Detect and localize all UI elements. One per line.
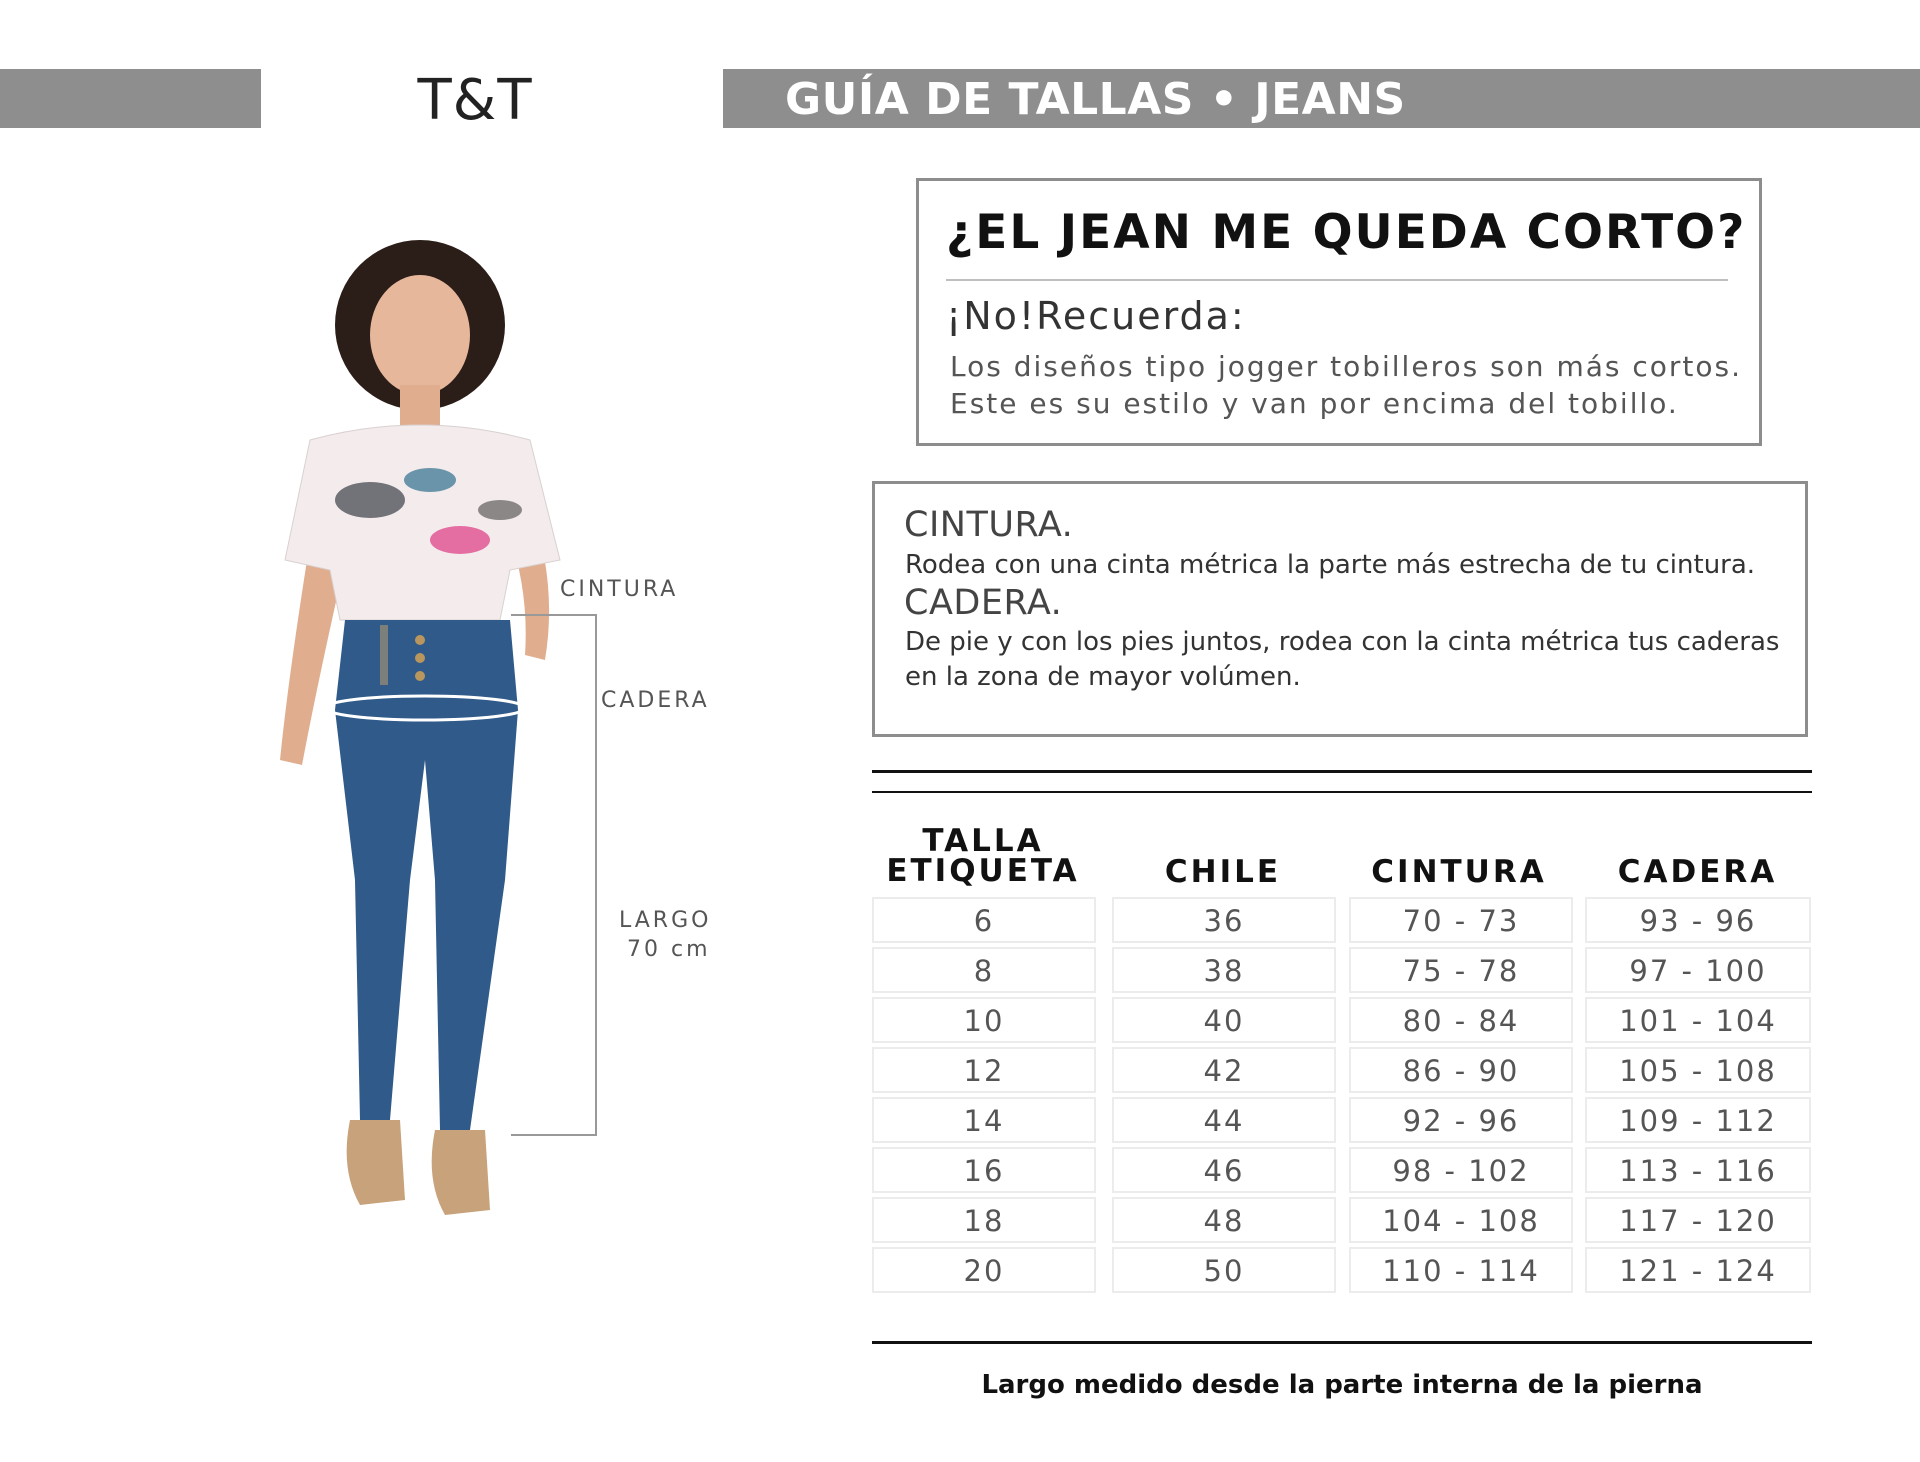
cadera-text (905, 625, 1779, 695)
table-cell-cadera: 97 - 100 (1585, 947, 1811, 993)
header-talla-line2: ETIQUETA (886, 853, 1080, 889)
table-cell-cadera: 113 - 116 (1585, 1147, 1811, 1193)
table-cell-chile: 36 (1112, 897, 1336, 943)
table-cell-chile: 38 (1112, 947, 1336, 993)
table-cell-cintura: 75 - 78 (1349, 947, 1573, 993)
model-face (370, 275, 470, 395)
table-cell-cadera: 105 - 108 (1585, 1047, 1811, 1093)
table-cell-talla: 8 (872, 947, 1096, 993)
table-cell-talla: 14 (872, 1097, 1096, 1143)
table-cell-talla: 12 (872, 1047, 1096, 1093)
cintura-text: Rodea con una cinta métrica la parte más estrecha de tu cintura. (905, 550, 1756, 580)
table-cell-cintura: 104 - 108 (1349, 1197, 1573, 1243)
header-bar-left (0, 69, 261, 128)
table-cell-cintura: 70 - 73 (1349, 897, 1573, 943)
table-cell-chile: 46 (1112, 1147, 1336, 1193)
table-cell-chile: 44 (1112, 1097, 1336, 1143)
label-largo-value: 70 cm (627, 937, 711, 962)
label-cintura: CINTURA (560, 577, 679, 602)
tip-line-2: Este es su estilo y van por encima del tobillo. (950, 387, 1679, 420)
table-cell-talla: 20 (872, 1247, 1096, 1293)
length-bracket (511, 614, 597, 1136)
table-bottom-rule (872, 1341, 1812, 1344)
table-footnote: Largo medido desde la parte interna de la pierna (981, 1370, 1703, 1400)
cadera-heading: CADERA. (904, 583, 1063, 623)
tip-subtitle: ¡No!Recuerda: (946, 294, 1246, 338)
table-cell-chile: 42 (1112, 1047, 1336, 1093)
tip-line-1: Los diseños tipo jogger tobilleros son más cortos. (950, 350, 1743, 383)
header-cintura: CINTURA (1371, 854, 1547, 890)
table-cell-talla: 16 (872, 1147, 1096, 1193)
tip-divider (946, 279, 1728, 281)
table-cell-talla: 6 (872, 897, 1096, 943)
cintura-heading: CINTURA. (904, 505, 1074, 545)
table-cell-cadera: 93 - 96 (1585, 897, 1811, 943)
table-cell-cintura: 110 - 114 (1349, 1247, 1573, 1293)
header-cadera: CADERA (1617, 854, 1778, 890)
table-cell-cintura: 92 - 96 (1349, 1097, 1573, 1143)
table-cell-cadera: 117 - 120 (1585, 1197, 1811, 1243)
header-chile: CHILE (1164, 854, 1282, 890)
brand-logo: T&T (417, 68, 533, 133)
table-cell-chile: 48 (1112, 1197, 1336, 1243)
table-cell-cadera: 109 - 112 (1585, 1097, 1811, 1143)
cadera-text-line-2: en la zona de mayor volúmen. (905, 662, 1301, 692)
page-title: GUÍA DE TALLAS • JEANS (785, 74, 1406, 125)
table-top-rule-thin (872, 791, 1812, 793)
table-cell-chile: 50 (1112, 1247, 1336, 1293)
table-cell-chile: 40 (1112, 997, 1336, 1043)
table-cell-talla: 18 (872, 1197, 1096, 1243)
table-cell-talla: 10 (872, 997, 1096, 1043)
header-talla-line1: TALLA (922, 823, 1044, 859)
table-cell-cintura: 86 - 90 (1349, 1047, 1573, 1093)
cadera-text-line-1: De pie y con los pies juntos, rodea con la cinta métrica tus caderas (905, 627, 1780, 657)
model-sandal-right (432, 1130, 490, 1215)
label-largo: LARGO (619, 908, 712, 933)
table-cell-cadera: 121 - 124 (1585, 1247, 1811, 1293)
table-cell-cadera: 101 - 104 (1585, 997, 1811, 1043)
table-cell-cintura: 98 - 102 (1349, 1147, 1573, 1193)
model-sandal-left (347, 1120, 405, 1205)
table-top-rule (872, 770, 1812, 773)
table-cell-cintura: 80 - 84 (1349, 997, 1573, 1043)
header-talla-etiqueta (872, 823, 1094, 889)
tip-question: ¿EL JEAN ME QUEDA CORTO? (946, 205, 1747, 260)
label-cadera: CADERA (601, 688, 710, 713)
tip-body (950, 348, 1742, 422)
